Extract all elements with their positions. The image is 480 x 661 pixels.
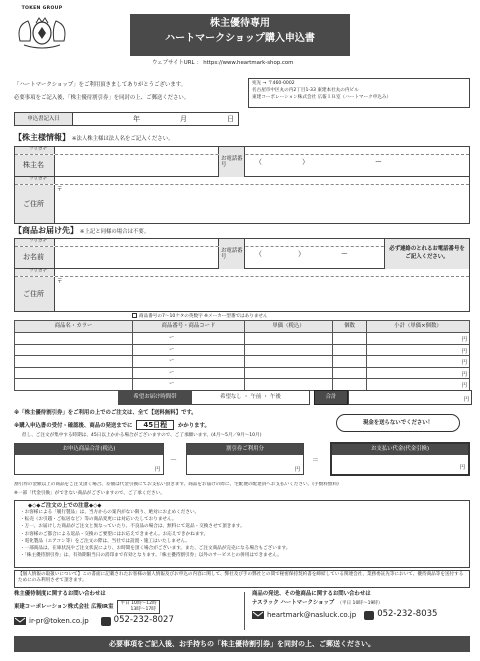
order-product-name-input[interactable]: [15, 345, 133, 357]
caution-list: [20, 509, 464, 559]
order-product-code-input[interactable]: [133, 379, 245, 391]
delivery-title: 【商品お届け先】: [14, 226, 78, 235]
order-product-name-input[interactable]: [15, 379, 133, 391]
contact-right: [252, 591, 470, 631]
cash-warning-bubble: 現金を送らないでください！: [336, 414, 460, 432]
delivery-furigana-label: フリガナ: [15, 239, 55, 246]
date-row: [14, 112, 239, 126]
product-code-dash: ー: [169, 335, 175, 342]
order-rows: [15, 333, 470, 391]
payment-yen: 円: [459, 464, 465, 471]
delivery-name-label: お名前: [15, 247, 55, 268]
order-row: [15, 368, 470, 380]
order-row: [15, 333, 470, 345]
phone-icon: [101, 617, 111, 626]
phone-dash: ー: [375, 157, 382, 166]
date-day: 日: [227, 114, 234, 123]
subtotal-yen: 円: [461, 360, 467, 367]
delivery-time-options[interactable]: 希望なし ・ 午前 ・ 午後: [192, 390, 310, 405]
note-shipping-pre: ※購入申込書の受付・確認後、商品の発送までに: [14, 423, 133, 429]
order-row: [15, 356, 470, 368]
caution-item: ・「株主優待割引券」は、有効期限当日の消印まで有効となります。「株主優待割引券」以外のサービスとの併用はできません。: [20, 552, 282, 558]
order-unit-price-input[interactable]: [245, 379, 333, 391]
order-unit-price-input[interactable]: [245, 368, 333, 380]
delivery-phone-label: お電話番号: [219, 239, 245, 269]
col-product-code: 商品番号・商品コード: [133, 321, 245, 333]
mailing-address-line1: 名古屋市中区丸の内2丁目1-33 東建本社丸の内ビル: [252, 87, 359, 93]
contact-right-email[interactable]: heartmark@nasluck.co.jp: [267, 611, 357, 620]
order-table-note-text: 商品番号の7～10ケタの英数字 ※メーカー型番ではありません: [139, 314, 268, 319]
shareholder-furigana-input[interactable]: [55, 147, 219, 154]
delivery-address-input[interactable]: [55, 277, 469, 311]
delivery-address-furigana: フリガナ: [15, 269, 55, 276]
contact-right-company: ナスラック ハートマークショップ: [252, 600, 335, 607]
shareholder-address-furigana-input[interactable]: [55, 177, 469, 184]
shareholder-form: [14, 146, 470, 224]
shareholder-title: 【株主様情報】: [14, 133, 70, 142]
delivery-phone-paren-open: （: [255, 249, 262, 258]
shareholder-phone-label: お電話番号: [219, 147, 245, 177]
order-subtotal-input[interactable]: [367, 379, 470, 391]
contact-left-hours: [117, 600, 159, 614]
purchase-total-label: お申込商品合計(税込): [15, 444, 163, 455]
caution-item: ・お客様による「履行製品」は、当方からの案内がない限り、絶対にお止めください。: [20, 510, 200, 516]
small-print-line1: 割引券の金額以上の商品をご注文頂く場合、差額は代金引換にてお支払い頂きます。商品をお届けの際に、宅配便の配達員へお支払いください。(手数料無料): [14, 482, 339, 487]
total-label: 合計: [314, 390, 348, 405]
total-yen: 円: [463, 396, 469, 403]
delivery-postal-mark: 〒: [57, 279, 63, 285]
shareholder-furigana-label: フリガナ: [15, 147, 55, 154]
order-subtotal-input[interactable]: [367, 356, 470, 368]
order-quantity-input[interactable]: [333, 368, 367, 380]
contact-left-hours2: 13時～17時: [130, 607, 156, 613]
mailing-address-box: [248, 78, 470, 108]
delivery-phone-input[interactable]: [245, 239, 385, 269]
shareholder-address-label: ご住所: [15, 185, 55, 223]
shareholder-section-header: [14, 133, 173, 143]
order-product-name-input[interactable]: [15, 368, 133, 380]
footer-banner: 必要事項をご記入後、お手持ちの「株主優待割引券」を同封の上、ご郵送ください。: [14, 636, 470, 652]
product-code-dash: ー: [169, 369, 175, 376]
delivery-time-row: [118, 390, 472, 405]
mailing-address-to: 宛先 → 〒460-0002: [252, 81, 295, 86]
cautions-box: [14, 500, 470, 568]
note-shipping-days: 45日程: [136, 420, 174, 430]
logo-text: TOKEN GROUP: [21, 6, 63, 11]
website-url[interactable]: ウェブサイトURL ： https://www.heartmark-shop.com: [152, 60, 294, 66]
note-free-shipping: ※「株主優待割引券」をご利用の上でのご注文は、全て【送料無料】です。: [14, 410, 197, 416]
caution-item: ・お客様のご都合による返品・交換のご要望にはお応えできません。お応えできかねます。: [20, 531, 209, 537]
order-subtotal-input[interactable]: [367, 333, 470, 345]
order-product-code-input[interactable]: [133, 368, 245, 380]
minus-sign: －: [170, 456, 177, 464]
order-table-header: [15, 321, 470, 333]
intro-line2: 必要事項をご記入後、「株主優待割引券」を同封の上、ご郵送ください。: [14, 95, 190, 101]
equals-sign: ＝: [312, 456, 319, 464]
order-product-code-input[interactable]: [133, 356, 245, 368]
caution-item: ・電化製品（エアコン等）をご注文の際は、当社では設置・施工はいたしません。: [20, 538, 191, 544]
total-amount[interactable]: [348, 390, 472, 405]
shareholder-address-input[interactable]: [55, 185, 469, 223]
col-product-name: 商品名・カラー: [15, 321, 133, 333]
cautions-title: ◆◇◆ご注文の上での注意◆◇◆: [28, 503, 102, 509]
small-print-line2: ※一部「代金引換」ができない商品がございますので、ご了承ください。: [14, 491, 165, 496]
shareholder-note: ※法人株主様は法人名をご記入ください。: [71, 136, 174, 142]
contact-left-phone[interactable]: 052-232-8027: [113, 615, 174, 626]
delivery-note: ※上記と同様の場合は不要。: [79, 229, 150, 235]
order-unit-price-input[interactable]: [245, 356, 333, 368]
caution-item: ・万一、お届けした商品がご注文と異なっていたり、不良品の場合は、無料にて返品・交換させて頂きます。: [20, 524, 245, 530]
order-table-note: [132, 313, 268, 319]
shareholder-address-furigana: フリガナ: [15, 177, 55, 184]
subtotal-yen: 円: [461, 371, 467, 378]
page-title-line1: 株主優待専用: [210, 18, 270, 29]
caution-item: ・一部商品は、在庫状況やご注文状況により、お時間を頂く場合がございます。また、ご注文商品が完売になる場合もございます。: [20, 545, 291, 551]
delivery-form: [14, 238, 470, 312]
checkbox-mark-icon: [132, 313, 137, 318]
contact-right-title: 商品の発送、その他商品に関するお問い合わせは: [252, 591, 371, 597]
caution-item: ・転売（お引越・ご転居など）等の商品変更には対応いたしておりません。: [20, 517, 177, 523]
order-product-code-input[interactable]: [133, 333, 245, 345]
discount-yen: 円: [294, 466, 300, 473]
order-subtotal-input[interactable]: [367, 368, 470, 380]
product-code-dash: ー: [169, 358, 175, 365]
note-shipping-post: かかります。: [177, 423, 210, 429]
order-quantity-input[interactable]: [333, 345, 367, 357]
order-unit-price-input[interactable]: [245, 333, 333, 345]
order-quantity-input[interactable]: [333, 379, 367, 391]
date-year: 年: [133, 114, 140, 123]
delivery-section-header: [14, 226, 149, 236]
order-subtotal-input[interactable]: [367, 345, 470, 357]
contact-left-email[interactable]: ir-pr@token.co.jp: [29, 617, 89, 625]
discount-box: [186, 443, 304, 475]
payment-box: [330, 442, 470, 476]
purchase-total-input[interactable]: [15, 455, 163, 475]
postal-mark: 〒: [57, 187, 63, 193]
phone-paren-close: ）: [302, 157, 309, 166]
delivery-phone-dash: ー: [341, 249, 348, 258]
mailing-address-line2: 東建コーポレーション株式会社 広報ＩＲ室（ハートマーク申込み）: [252, 94, 392, 100]
delivery-name-input[interactable]: [55, 247, 219, 268]
company-logo: [12, 6, 72, 54]
order-product-code-input[interactable]: [133, 345, 245, 357]
col-unit-price: 単価（税込）: [245, 321, 333, 333]
col-subtotal: 小計（単価×個数）: [367, 321, 470, 333]
order-quantity-input[interactable]: [333, 333, 367, 345]
discount-label: 割引券ご利用分: [187, 444, 303, 455]
privacy-note: 【個人情報の取扱いについて】この書面に記載されたお客様の個人情報及びお申込の内容に関して、弊社及び手の弊社との間で秘密保持契約書を締結している関連会社、業務委託先等において、優待商品等を送付するためにのみ利用させて頂きます。: [14, 570, 470, 588]
purchase-total-box: [14, 443, 164, 475]
product-code-dash: ー: [169, 346, 175, 353]
page-title-line2: ハートマークショップ購入申込書: [165, 32, 315, 44]
contact-left: [14, 591, 238, 631]
crest-icon: [12, 11, 72, 51]
shareholder-name-label: 株主名: [15, 155, 55, 176]
delivery-phone-paren-close: ）: [298, 249, 305, 258]
contact-left-title: 株主優待制度に関するお問い合わせは: [14, 591, 106, 597]
delivery-address-furigana-input[interactable]: [55, 269, 469, 276]
date-input[interactable]: [73, 113, 238, 125]
shareholder-phone-input[interactable]: [245, 147, 469, 177]
order-row: [15, 345, 470, 357]
subtotal-yen: 円: [461, 383, 467, 390]
phone-paren-open: （: [255, 157, 262, 166]
payment-input[interactable]: [332, 455, 468, 473]
subtotal-yen: 円: [461, 348, 467, 355]
order-product-name-input[interactable]: [15, 333, 133, 345]
title-banner: [130, 14, 350, 56]
order-quantity-input[interactable]: [333, 356, 367, 368]
product-code-dash: ー: [169, 381, 175, 388]
order-product-name-input[interactable]: [15, 356, 133, 368]
order-unit-price-input[interactable]: [245, 345, 333, 357]
payment-label: お支払い代金(代金引換): [332, 444, 468, 455]
order-table: [14, 320, 470, 391]
delivery-required-note: 必ず連絡のとれるお電話番号をご記入ください。: [385, 239, 469, 269]
col-quantity: 個数: [333, 321, 367, 333]
intro-line1: 「ハートマークショップ」をご利用頂きましてありがとうございます。: [14, 82, 186, 88]
phone-icon-right: [364, 611, 374, 620]
contact-right-phone[interactable]: 052-232-8035: [377, 609, 438, 620]
delivery-time-label: 希望お届け時間帯: [118, 390, 192, 405]
contact-divider: [244, 592, 245, 630]
date-month: 月: [180, 114, 187, 123]
mail-icon: [14, 617, 26, 625]
subtotal-yen: 円: [461, 337, 467, 344]
date-label: 申込書記入日: [15, 113, 73, 125]
contact-right-hours: （平日 10時～19時）: [337, 600, 383, 606]
note-busy-period: 但し、ご注文が集中する時期は、45日以上かかる場合がございますので、ご了承願います。(4月～5月／9月～10月): [22, 433, 262, 438]
note-shipping-time: [14, 421, 210, 429]
discount-input[interactable]: [187, 455, 303, 475]
purchase-total-yen: 円: [154, 466, 160, 473]
contact-left-company: 東建コーポレーション株式会社 広報IR室: [14, 604, 114, 611]
delivery-furigana-input[interactable]: [55, 239, 219, 246]
mail-icon-right: [252, 611, 264, 619]
contact-left-hours1: 平日 10時～12時: [120, 601, 157, 607]
order-row: [15, 379, 470, 391]
shareholder-name-input[interactable]: [55, 155, 219, 176]
delivery-address-label: ご住所: [15, 277, 55, 311]
